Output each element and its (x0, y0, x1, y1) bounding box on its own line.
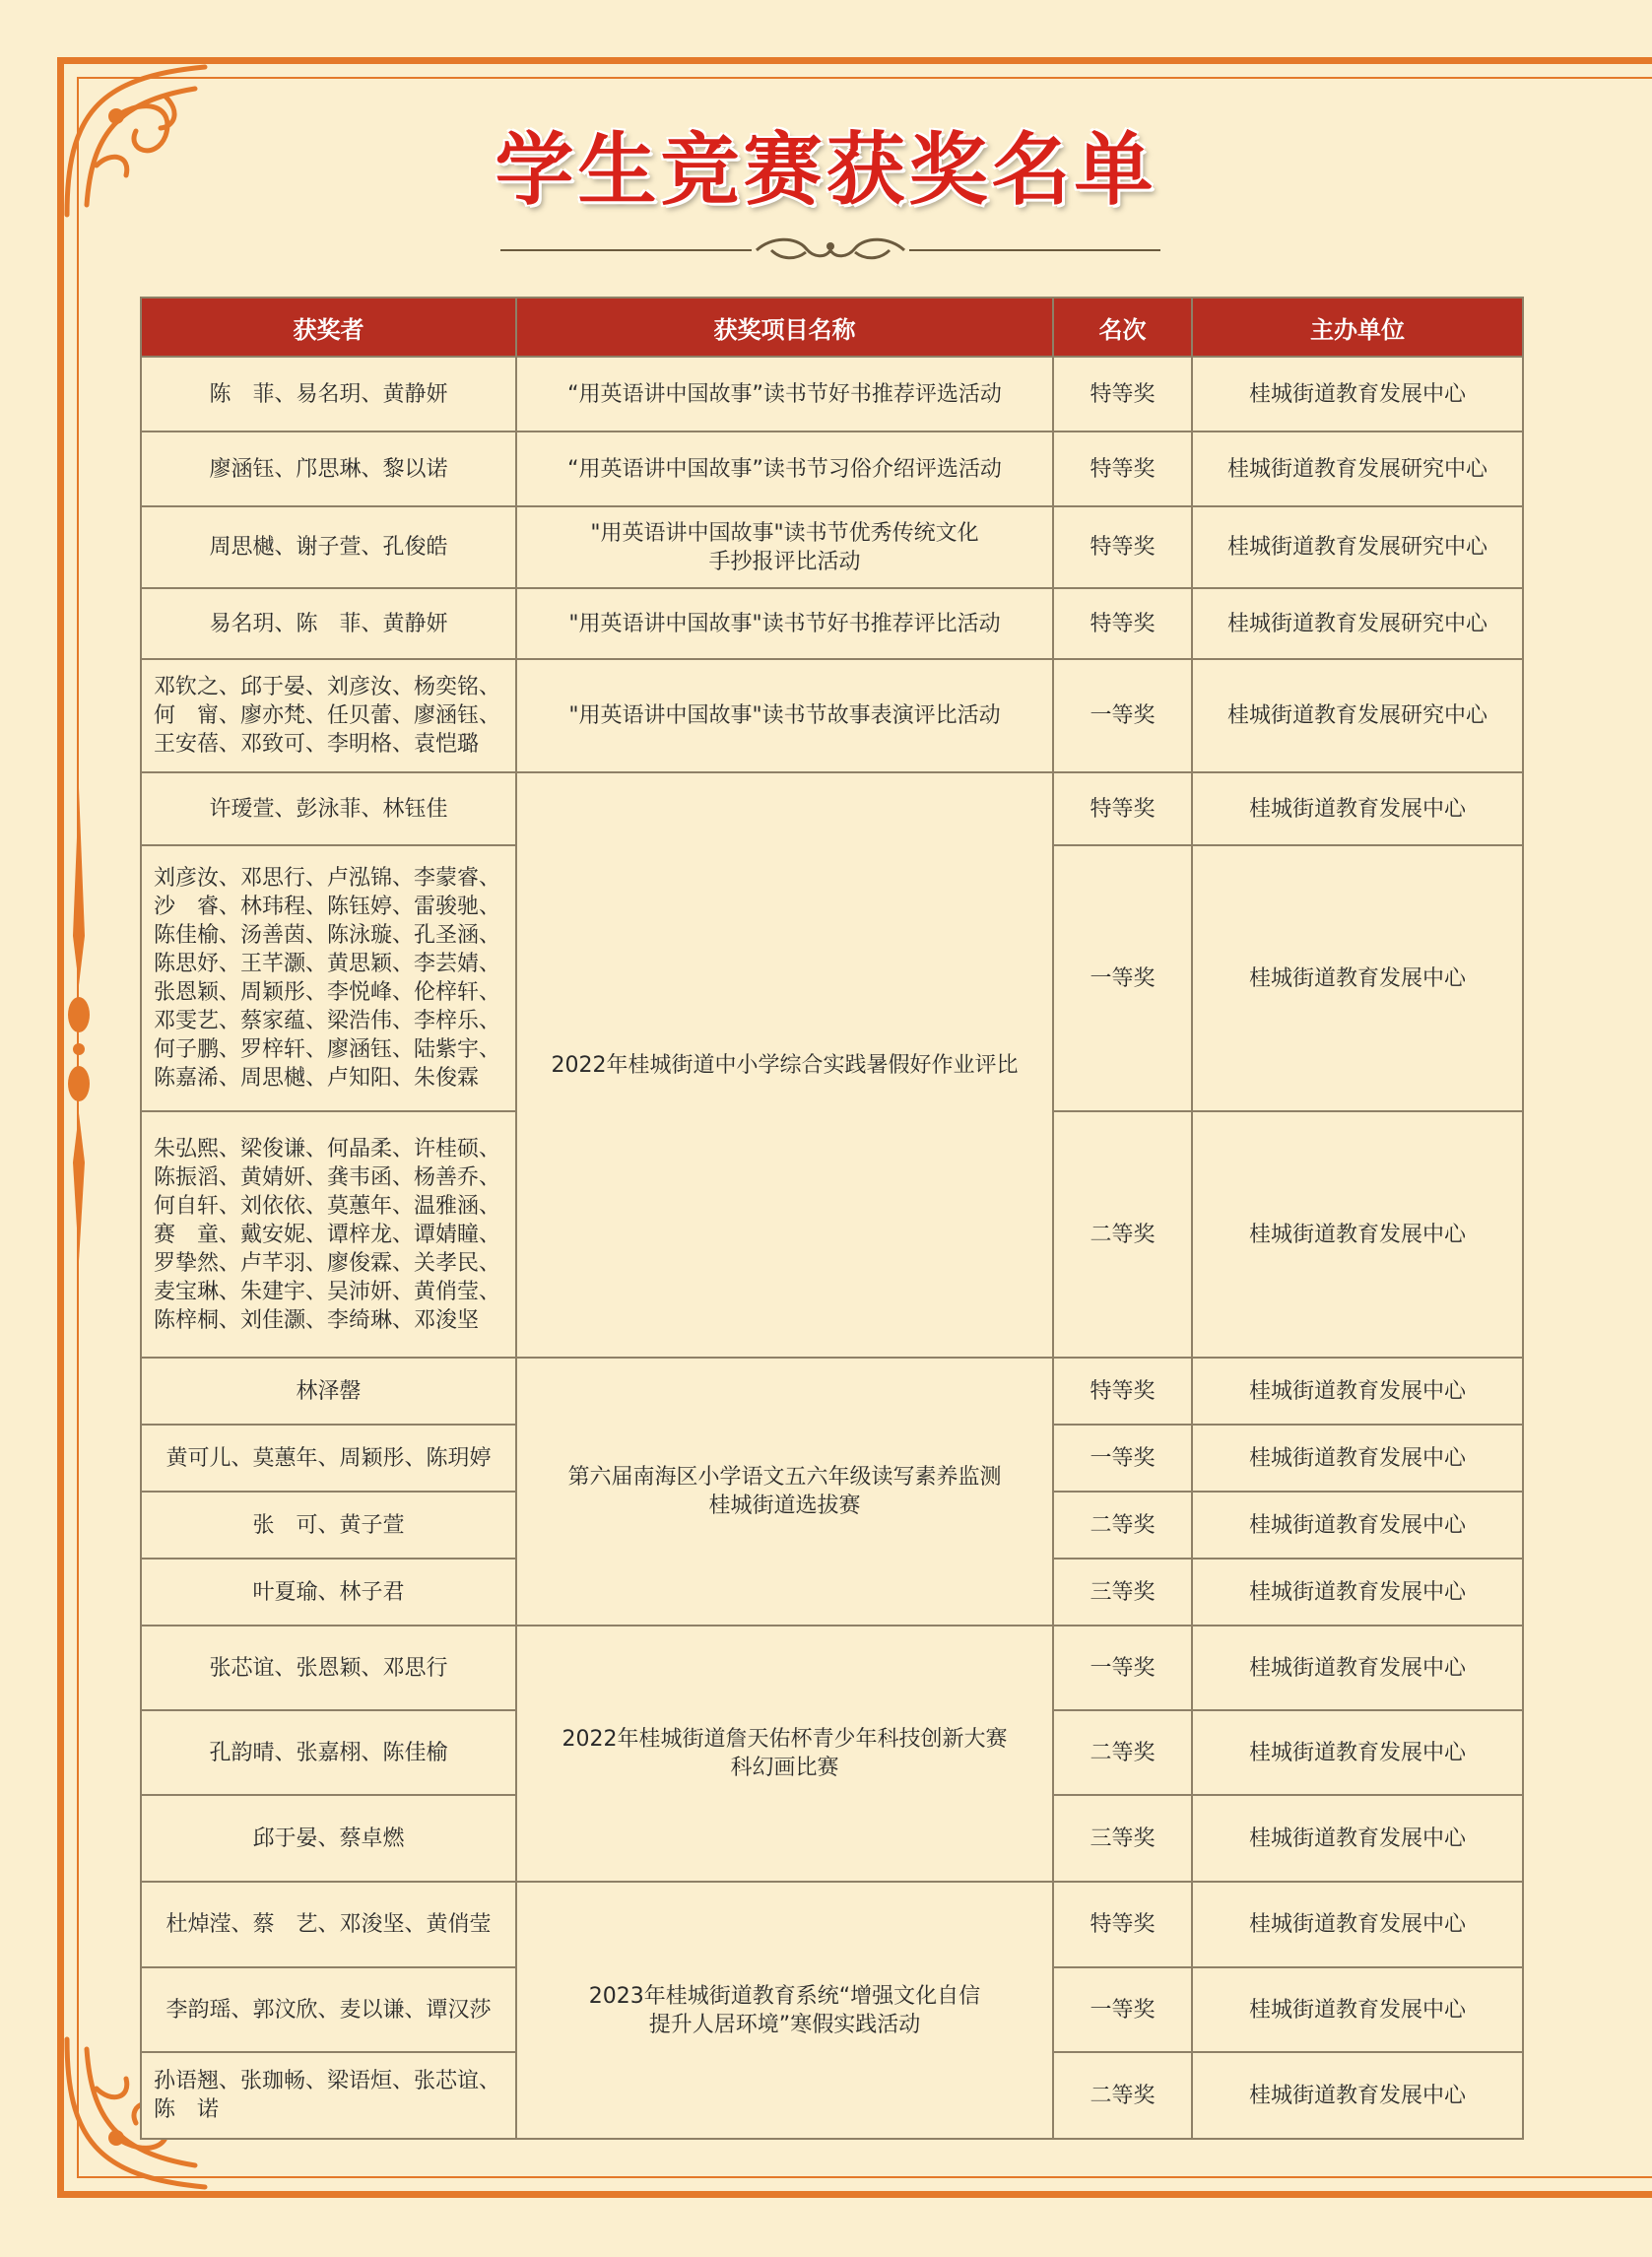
project-cell: "用英语讲中国故事"读书节优秀传统文化 手抄报评比活动 (516, 506, 1053, 588)
rank-cell: 特等奖 (1053, 1358, 1192, 1425)
rank-cell: 特等奖 (1053, 1882, 1192, 1967)
organizer-cell: 桂城街道教育发展中心 (1192, 1967, 1523, 2052)
rank-cell: 二等奖 (1053, 1492, 1192, 1559)
rank-cell: 二等奖 (1053, 1710, 1192, 1795)
organizer-cell: 桂城街道教育发展中心 (1192, 1626, 1523, 1710)
winners-cell: 廖涵钰、邝思琳、黎以诺 (141, 431, 516, 506)
table-row (141, 1626, 1523, 1710)
table-row (141, 357, 1523, 431)
organizer-cell: 桂城街道教育发展中心 (1192, 1795, 1523, 1882)
project-cell: 2022年桂城街道詹天佑杯青少年科技创新大赛 科幻画比赛 (516, 1626, 1053, 1882)
page-title: 学生竞赛获奖名单 (495, 124, 1157, 216)
table-row (141, 1882, 1523, 1967)
winners-cell: 许瑷萱、彭泳菲、林钰佳 (141, 772, 516, 845)
title-divider-ornament-icon (500, 229, 1160, 268)
project-cell: “用英语讲中国故事”读书节好书推荐评选活动 (516, 357, 1053, 431)
project-cell: "用英语讲中国故事"读书节好书推荐评比活动 (516, 588, 1053, 659)
table-row (141, 588, 1523, 659)
rank-cell: 特等奖 (1053, 772, 1192, 845)
rank-cell: 三等奖 (1053, 1559, 1192, 1626)
organizer-cell: 桂城街道教育发展中心 (1192, 1559, 1523, 1626)
side-ornament-icon (65, 788, 93, 1261)
header-rank: 名次 (1053, 298, 1192, 357)
rank-cell: 一等奖 (1053, 1967, 1192, 2052)
table-header-row (141, 298, 1523, 357)
organizer-cell: 桂城街道教育发展中心 (1192, 1710, 1523, 1795)
organizer-cell: 桂城街道教育发展中心 (1192, 772, 1523, 845)
organizer-cell: 桂城街道教育发展研究中心 (1192, 506, 1523, 588)
organizer-cell: 桂城街道教育发展研究中心 (1192, 431, 1523, 506)
project-cell: 2022年桂城街道中小学综合实践暑假好作业评比 (516, 772, 1053, 1358)
winners-cell: 孙语翘、张珈畅、梁语烜、张芯谊、 陈 诺 (141, 2052, 516, 2139)
organizer-cell: 桂城街道教育发展中心 (1192, 357, 1523, 431)
table-row (141, 431, 1523, 506)
project-cell: “用英语讲中国故事”读书节习俗介绍评选活动 (516, 431, 1053, 506)
rank-cell: 三等奖 (1053, 1795, 1192, 1882)
rank-cell: 一等奖 (1053, 845, 1192, 1111)
winners-cell: 林泽罄 (141, 1358, 516, 1425)
project-cell: 第六届南海区小学语文五六年级读写素养监测 桂城街道选拔赛 (516, 1358, 1053, 1626)
rank-cell: 特等奖 (1053, 588, 1192, 659)
winners-cell: 朱弘熙、梁俊谦、何晶柔、许桂硕、 陈振滔、黄婧妍、龚韦函、杨善乔、 何自轩、刘依依、莫蕙年、温雅涵、 赛 童、戴安妮、谭梓龙、谭婧瞳、 罗挚然、卢芊羽、廖俊霖、关孝民、 麦宝琳、朱建宇、吴沛妍、黄俏莹、 陈梓桐、刘佳灏、李绮琳、邓浚坚 (141, 1111, 516, 1358)
header-winners: 获奖者 (141, 298, 516, 357)
winners-cell: 张 可、黄子萱 (141, 1492, 516, 1559)
project-cell: "用英语讲中国故事"读书节故事表演评比活动 (516, 659, 1053, 772)
winners-cell: 李韵瑶、郭汶欣、麦以谦、谭汉莎 (141, 1967, 516, 2052)
organizer-cell: 桂城街道教育发展中心 (1192, 845, 1523, 1111)
winners-cell: 易名玥、陈 菲、黄静妍 (141, 588, 516, 659)
winners-cell: 陈 菲、易名玥、黄静妍 (141, 357, 516, 431)
winners-cell: 邓钦之、邱于晏、刘彦汝、杨奕铭、 何 甯、廖亦梵、任贝蕾、廖涵钰、 王安蓓、邓致可、李明格、袁恺璐 (141, 659, 516, 772)
organizer-cell: 桂城街道教育发展中心 (1192, 1358, 1523, 1425)
organizer-cell: 桂城街道教育发展研究中心 (1192, 588, 1523, 659)
rank-cell: 特等奖 (1053, 357, 1192, 431)
rank-cell: 特等奖 (1053, 431, 1192, 506)
organizer-cell: 桂城街道教育发展中心 (1192, 1492, 1523, 1559)
organizer-cell: 桂城街道教育发展中心 (1192, 1111, 1523, 1358)
winners-cell: 叶夏瑜、林子君 (141, 1559, 516, 1626)
awards-table (140, 297, 1524, 2140)
header-project: 获奖项目名称 (516, 298, 1053, 357)
winners-cell: 黄可儿、莫蕙年、周颖彤、陈玥婷 (141, 1425, 516, 1492)
winners-cell: 周思樾、谢子萱、孔俊皓 (141, 506, 516, 588)
rank-cell: 一等奖 (1053, 1425, 1192, 1492)
rank-cell: 特等奖 (1053, 506, 1192, 588)
winners-cell: 邱于晏、蔡卓燃 (141, 1795, 516, 1882)
winners-cell: 张芯谊、张恩颖、邓思行 (141, 1626, 516, 1710)
rank-cell: 一等奖 (1053, 1626, 1192, 1710)
project-cell: 2023年桂城街道教育系统“增强文化自信 提升人居环境”寒假实践活动 (516, 1882, 1053, 2139)
table-row (141, 659, 1523, 772)
organizer-cell: 桂城街道教育发展中心 (1192, 1882, 1523, 1967)
rank-cell: 一等奖 (1053, 659, 1192, 772)
rank-cell: 二等奖 (1053, 2052, 1192, 2139)
table-row (141, 1358, 1523, 1425)
organizer-cell: 桂城街道教育发展研究中心 (1192, 659, 1523, 772)
header-organizer: 主办单位 (1192, 298, 1523, 357)
winners-cell: 孔韵晴、张嘉栩、陈佳榆 (141, 1710, 516, 1795)
rank-cell: 二等奖 (1053, 1111, 1192, 1358)
winners-cell: 刘彦汝、邓思行、卢泓锦、李蒙睿、 沙 睿、林玮程、陈钰婷、雷骏驰、 陈佳榆、汤善茵、陈泳璇、孔圣涵、 陈思妤、王芊灏、黄思颖、李芸婧、 张恩颖、周颖彤、李悦峰、伦梓轩、 邓雯艺、蔡家蕴、梁浩伟、李梓乐、 何子鹏、罗梓轩、廖涵钰、陆紫宇、 陈嘉浠、周思樾、卢知阳、朱俊霖 (141, 845, 516, 1111)
table-row (141, 772, 1523, 845)
winners-cell: 杜焯滢、蔡 艺、邓浚坚、黄俏莹 (141, 1882, 516, 1967)
organizer-cell: 桂城街道教育发展中心 (1192, 1425, 1523, 1492)
table-row (141, 506, 1523, 588)
organizer-cell: 桂城街道教育发展中心 (1192, 2052, 1523, 2139)
